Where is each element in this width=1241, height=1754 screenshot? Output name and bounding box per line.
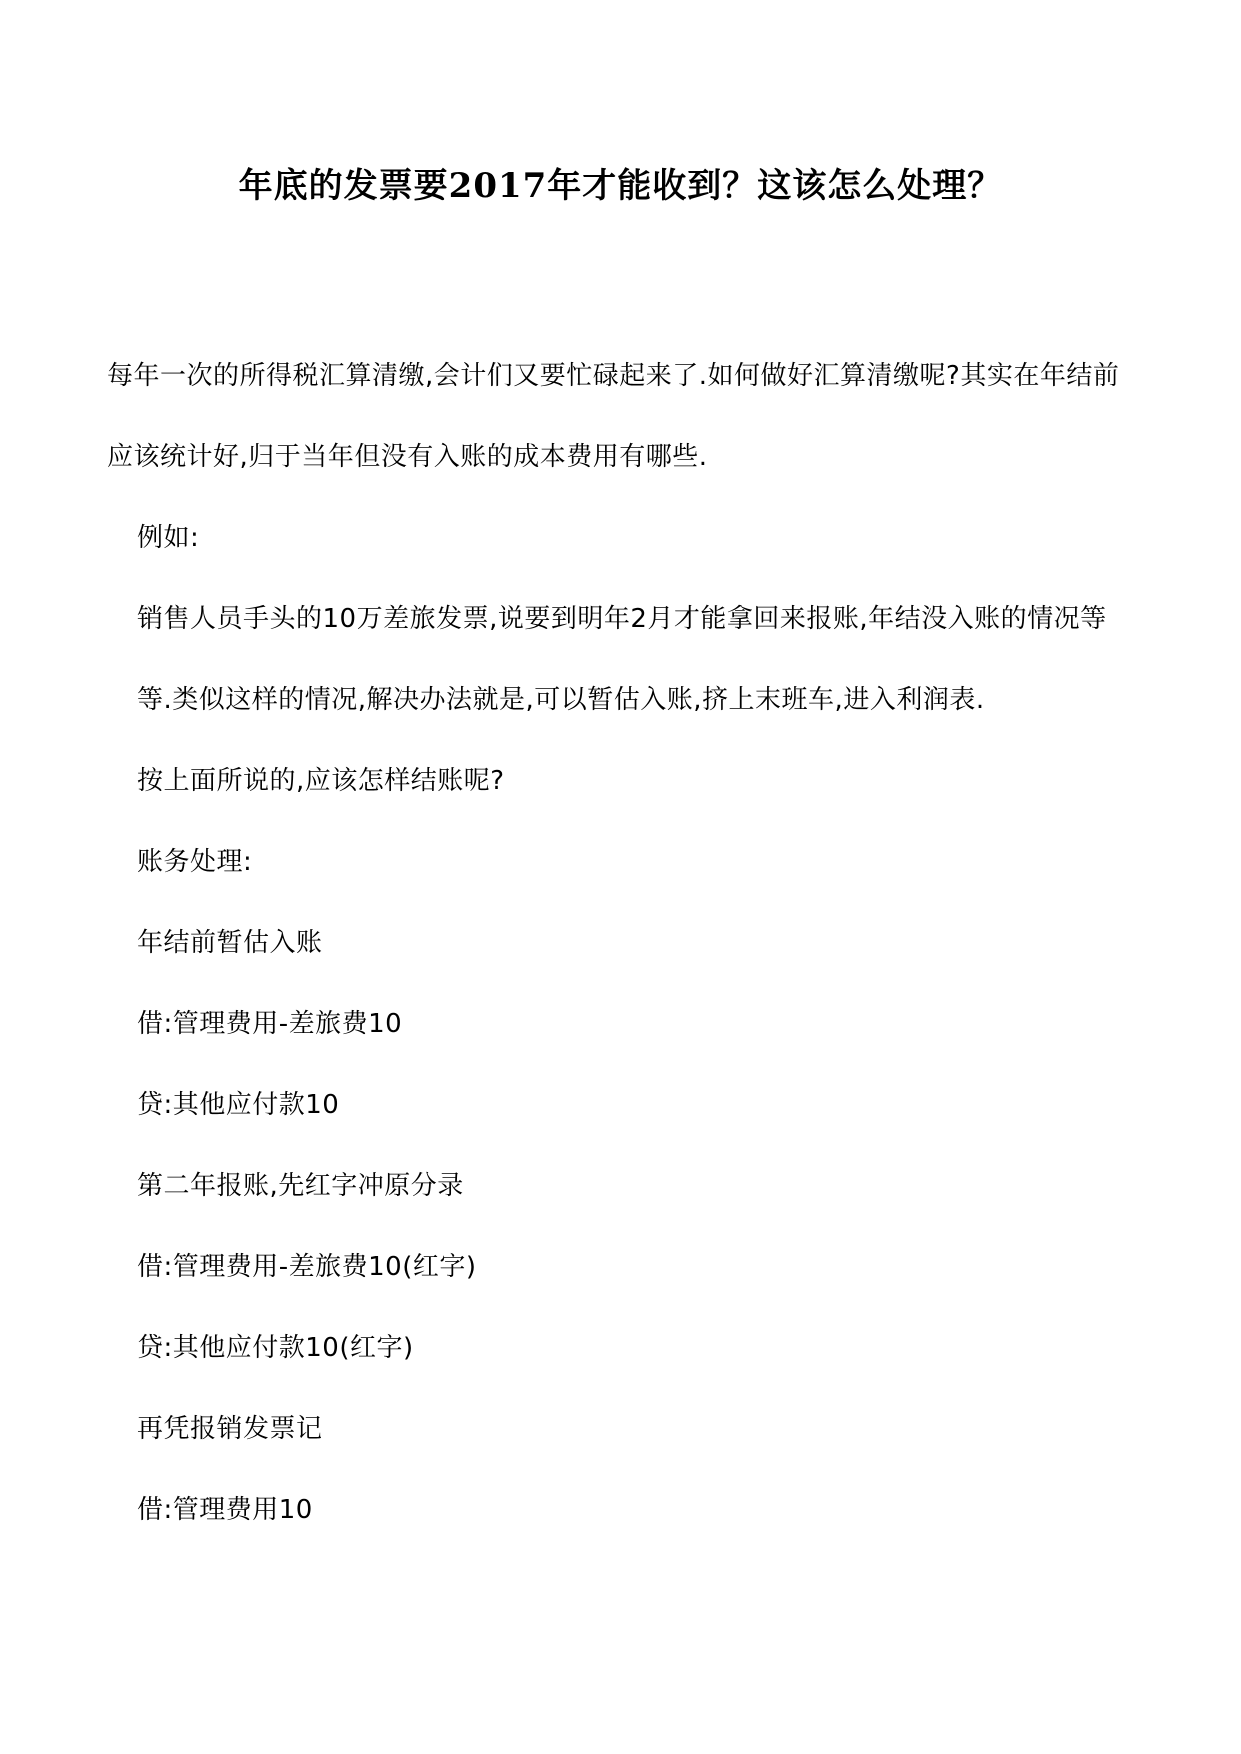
- paragraph-step-accrual: 年结前暂估入账: [137, 928, 323, 958]
- journal-entry-invoice-debit: 借:管理费用10: [137, 1495, 313, 1525]
- paragraph-intro: 每年一次的所得税汇算清缴,会计们又要忙碌起来了.如何做好汇算清缴呢?其实在年结前应该统计好,归于当年但没有入账的成本费用有哪些.: [107, 361, 1120, 472]
- paragraph-step-invoice: 再凭报销发票记: [137, 1414, 323, 1444]
- journal-entry-debit: 借:管理费用-差旅费10: [137, 1009, 403, 1039]
- paragraph-example: 销售人员手头的10万差旅发票,说要到明年2月才能拿回来报账,年结没入账的情况等等.类似这样的情况,解决办法就是,可以暂估入账,挤上末班车,进入利润表.: [137, 604, 1107, 715]
- journal-entry-reversal-credit: 贷:其他应付款10(红字): [137, 1333, 414, 1363]
- paragraph-step-reversal: 第二年报账,先红字冲原分录: [137, 1171, 464, 1201]
- paragraph-accounting-label: 账务处理:: [137, 847, 253, 877]
- journal-entry-reversal-debit: 借:管理费用-差旅费10(红字): [137, 1252, 477, 1282]
- document-title: 年底的发票要2017年才能收到？这该怎么处理？: [238, 166, 1003, 206]
- paragraph-example-label: 例如:: [137, 523, 200, 553]
- journal-entry-credit: 贷:其他应付款10: [137, 1090, 340, 1120]
- document-body: [107, 336, 1137, 1551]
- paragraph-question: 按上面所说的,应该怎样结账呢?: [137, 766, 505, 796]
